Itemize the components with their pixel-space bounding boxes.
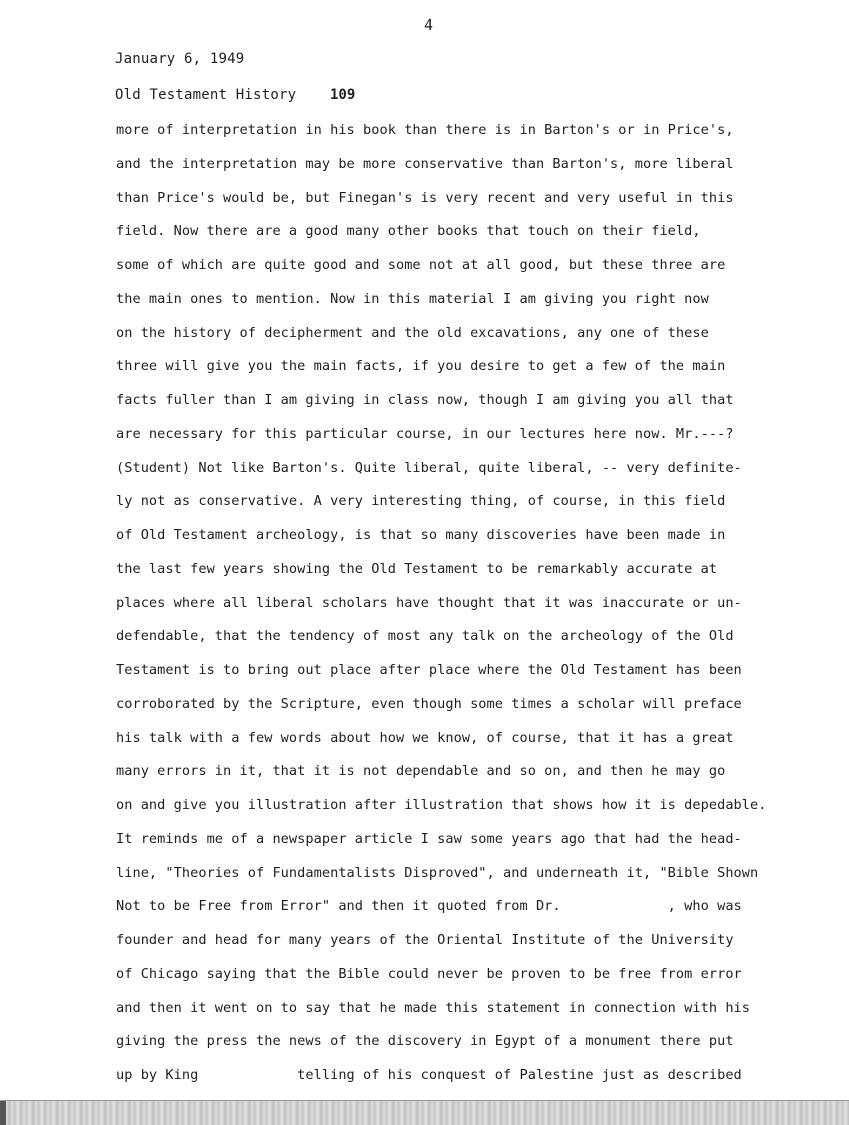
- text-line: line, "Theories of Fundamentalists Disproved", and underneath it, "Bible Shown: [116, 864, 759, 881]
- text-line: founder and head for many years of the Oriental Institute of the University: [116, 932, 734, 948]
- text-line: It reminds me of a newspaper article I saw some years ago that had the head-: [116, 830, 742, 847]
- text-line: are necessary for this particular course, in our lectures here now. Mr.---?: [116, 425, 734, 442]
- text-line: corroborated by the Scripture, even though some times a scholar will preface: [116, 695, 742, 712]
- text-line: on the history of decipherment and the old excavations, any one of these: [116, 324, 709, 341]
- text-line: up by King telling of his conquest of Palestine just as described: [116, 1067, 742, 1083]
- text-line: field. Now there are a good many other books that touch on their field,: [116, 223, 701, 240]
- body-text: [116, 120, 806, 1099]
- scan-edge: [0, 1101, 6, 1125]
- text-line: giving the press the news of the discovery in Egypt of a monument there put: [116, 1033, 734, 1050]
- text-line: and then it went on to say that he made this statement in connection with his: [116, 999, 751, 1016]
- text-line: of Chicago saying that the Bible could never be proven to be free from error: [116, 965, 742, 982]
- text-line: his talk with a few words about how we know, of course, that it has a great: [116, 729, 734, 746]
- text-line: Testament is to bring out place after place where the Old Testament has been: [116, 662, 742, 678]
- text-line: some of which are quite good and some not at all good, but these three are: [116, 257, 726, 273]
- text-line: the main ones to mention. Now in this material I am giving you right now: [116, 290, 709, 307]
- text-line: on and give you illustration after illustration that shows how it is depedable.: [116, 797, 767, 813]
- text-line: more of interpretation in his book than there is in Barton's or in Price's,: [116, 122, 734, 138]
- page-number: 4: [424, 16, 434, 34]
- text-line: Not to be Free from Error" and then it quoted from Dr. , who was: [116, 898, 742, 915]
- scan-artifact: [0, 1100, 849, 1125]
- course-title: Old Testament History: [115, 87, 297, 103]
- text-line: three will give you the main facts, if you desire to get a few of the main: [116, 358, 726, 375]
- course-number: 109: [330, 87, 356, 103]
- date-line: January 6, 1949: [115, 51, 245, 67]
- text-line: places where all liberal scholars have thought that it was inaccurate or un-: [116, 594, 742, 611]
- text-line: defendable, that the tendency of most any talk on the archeology of the Old: [116, 628, 734, 645]
- text-line: facts fuller than I am giving in class now, though I am giving you all that: [116, 392, 734, 408]
- text-line: than Price's would be, but Finegan's is very recent and very useful in this: [116, 189, 734, 206]
- text-line: of Old Testament archeology, is that so many discoveries have been made in: [116, 527, 726, 543]
- text-line: ly not as conservative. A very interesting thing, of course, in this field: [116, 493, 726, 510]
- text-line: the last few years showing the Old Testament to be remarkably accurate at: [116, 560, 718, 577]
- text-line: and the interpretation may be more conservative than Barton's, more liberal: [116, 155, 734, 172]
- text-line: many errors in it, that it is not dependable and so on, and then he may go: [116, 763, 726, 780]
- text-line: (Student) Not like Barton's. Quite liberal, quite liberal, -- very definite-: [116, 459, 742, 476]
